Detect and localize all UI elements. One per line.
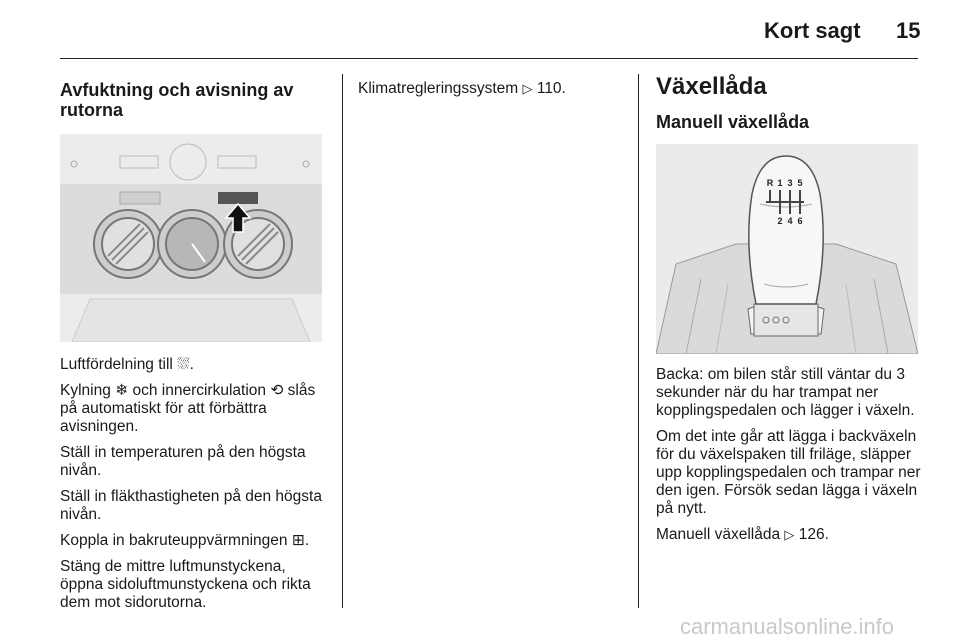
header-divider <box>60 58 918 59</box>
paragraph-temperature: Ställ in temperaturen på den högsta nivån. <box>60 444 306 479</box>
paragraph-reverse: Backa: om bilen står still väntar du 3 sekunder när du har trampat ner kopplingspedalen och lägger i växeln. <box>656 366 915 419</box>
chapter-heading: Växellåda <box>656 73 767 100</box>
subsection-heading: Manuell växellåda <box>656 112 810 132</box>
rear-window-heater-icon: ⊞ <box>291 532 305 549</box>
cross-reference-gearbox[interactable]: Manuell växellåda ▷ 126. <box>656 526 829 543</box>
paragraph-vents: Stäng de mittre luftmunstyckena, öppna sidoluftmunstyckena och rikta dem mot sidorutorna. <box>60 558 311 611</box>
column-divider-right <box>638 74 639 608</box>
gear-label-3: 3 <box>787 178 793 188</box>
gear-lever-figure <box>656 144 918 354</box>
running-header-title: Kort sagt <box>764 18 861 43</box>
paragraph-air-distribution: Luftfördelning till ⛆. <box>60 356 194 373</box>
gear-label-4: 4 <box>787 216 793 226</box>
page-number: 15 <box>896 18 921 43</box>
paragraph-fan-speed: Ställ in fläkthastigheten på den högsta nivån. <box>60 488 322 523</box>
paragraph-reverse-retry: Om det inte går att lägga i backväxeln för du växelspaken till friläge, släpper upp kopplingspedalen och trampar ner den igen. Försök sedan lägga i växeln på nytt. <box>656 428 921 517</box>
paragraph-cooling: Kylning ❄ och innercirkulation ⟲ slås på automatiskt för att förbättra avisningen. <box>60 382 316 435</box>
windscreen-airflow-icon: ⛆ <box>177 356 190 373</box>
left-column <box>60 80 330 620</box>
cross-reference-climate[interactable]: Klimatregleringssystem ▷ 110. <box>358 80 566 97</box>
middle-column <box>358 80 628 106</box>
watermark: carmanualsonline.info <box>680 614 895 639</box>
section-heading-defrost: Avfuktning och avisning av rutorna <box>60 80 294 120</box>
climate-control-figure <box>60 134 322 342</box>
page-reference-arrow-icon: ▷ <box>784 527 795 542</box>
paragraph-rear-window: Koppla in bakruteuppvärmningen ⊞. <box>60 532 310 549</box>
right-column <box>656 74 922 552</box>
column-divider-left <box>342 74 343 608</box>
gear-label-2: 2 <box>777 216 783 226</box>
recirculation-icon: ⟲ <box>270 382 284 399</box>
gear-label-6: 6 <box>797 216 803 226</box>
gear-label-r: R <box>766 178 774 188</box>
snowflake-icon: ❄ <box>115 382 129 399</box>
gear-label-1: 1 <box>777 178 783 188</box>
gear-label-5: 5 <box>797 178 803 188</box>
page-reference-arrow-icon: ▷ <box>522 81 533 96</box>
